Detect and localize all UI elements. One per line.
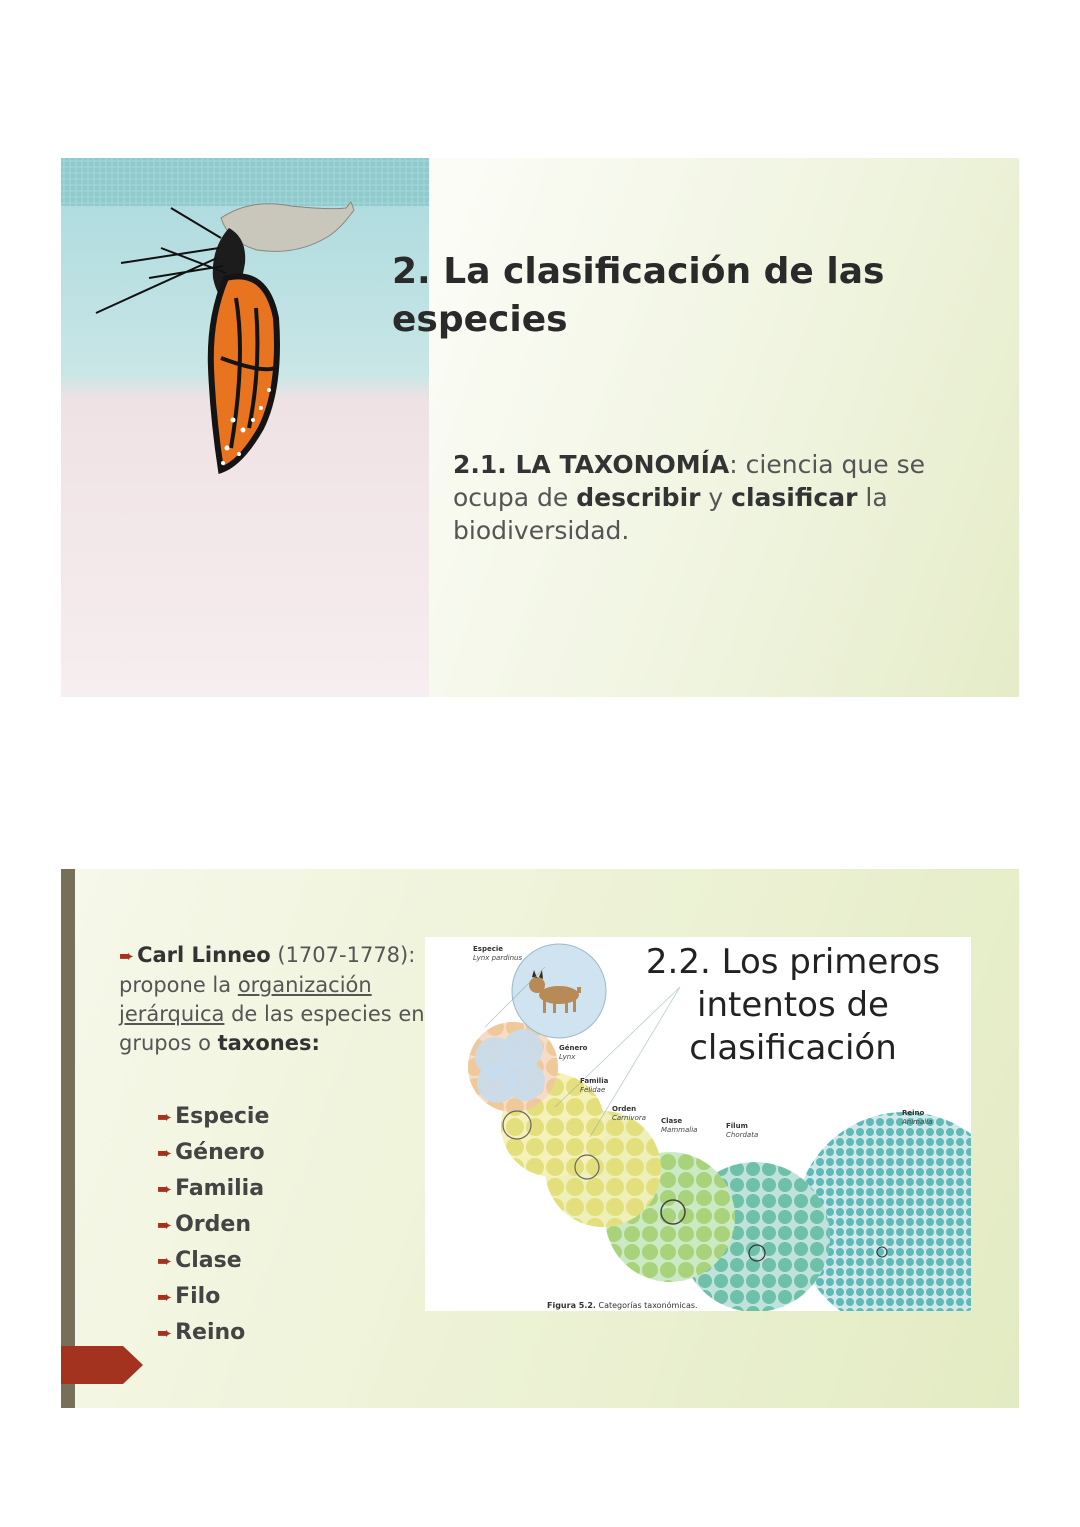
bullet-arrow-icon: ➨: [157, 1179, 173, 1200]
bullet-arrow-icon: ➨: [157, 1215, 173, 1236]
bullet-arrow-icon: ➨: [157, 1251, 173, 1272]
slide-2: [61, 869, 1019, 1408]
figure-caption: [547, 1301, 698, 1310]
label-especie: Especie Lynx pardinus: [473, 945, 523, 962]
label-orden: Orden Carnivora: [612, 1105, 647, 1122]
taxon-label: Clase: [175, 1248, 242, 1273]
taxonomy-definition: [453, 448, 973, 547]
bullet-arrow-icon: ➨: [157, 1323, 173, 1344]
intro-text: de las especies en grupos o: [119, 1002, 425, 1055]
bullet-arrow-icon: ➨: [119, 946, 135, 967]
list-item: [157, 1135, 269, 1171]
taxon-label: Familia: [175, 1176, 265, 1201]
taxon-label: Filo: [175, 1284, 221, 1309]
label-filum: Filum Chordata: [726, 1122, 759, 1139]
intro-text: (1707-1778): propone la: [119, 943, 416, 997]
list-item: [157, 1279, 269, 1315]
slide-sidebar: [61, 869, 75, 1408]
taxon-label: Especie: [175, 1104, 270, 1129]
label-genero: Género Lynx: [559, 1044, 588, 1061]
list-item: [157, 1171, 269, 1207]
label-familia: Familia Felidae: [580, 1077, 609, 1094]
taxa-list: [157, 1099, 269, 1351]
slide-1: [61, 158, 1019, 697]
bullet-arrow-icon: ➨: [157, 1143, 173, 1164]
definition-text: : ciencia que se ocupa de: [453, 450, 925, 512]
slide-title: 2. La clasificación de las especies: [392, 251, 885, 340]
keyword-clasificar: clasificar: [731, 483, 858, 512]
bullet-arrow-icon: ➨: [157, 1107, 173, 1128]
butterfly-photo: [61, 158, 429, 697]
taxonomy-label: 2.1. LA TAXONOMÍA: [453, 450, 730, 479]
linneo-name: Carl Linneo: [137, 943, 271, 967]
taxon-label: Género: [175, 1140, 265, 1165]
intro-taxones: taxones:: [217, 1031, 320, 1055]
figure-title: 2.2. Los primeros intentos de clasificación: [645, 942, 941, 1068]
arrow-tag-icon: [61, 1346, 143, 1384]
bullet-arrow-icon: ➨: [157, 1287, 173, 1308]
linneo-intro: [119, 941, 429, 1058]
caption-text: Categorías taxonómicas.: [595, 1301, 698, 1310]
taxon-label: Orden: [175, 1212, 251, 1237]
definition-text: la biodiversidad.: [453, 483, 888, 545]
taxonomy-figure: [425, 937, 971, 1311]
list-item: [157, 1315, 269, 1351]
keyword-describir: describir: [576, 483, 701, 512]
list-item: [157, 1207, 269, 1243]
taxon-label: Reino: [175, 1320, 246, 1345]
label-reino: Reino Animalia: [902, 1109, 933, 1126]
definition-text: y: [700, 483, 732, 512]
intro-underlined: organización jerárquica: [119, 973, 372, 1026]
caption-label: Figura 5.2.: [547, 1301, 596, 1310]
list-item: [157, 1099, 269, 1135]
list-item: [157, 1243, 269, 1279]
label-clase: Clase Mammalia: [661, 1117, 698, 1134]
